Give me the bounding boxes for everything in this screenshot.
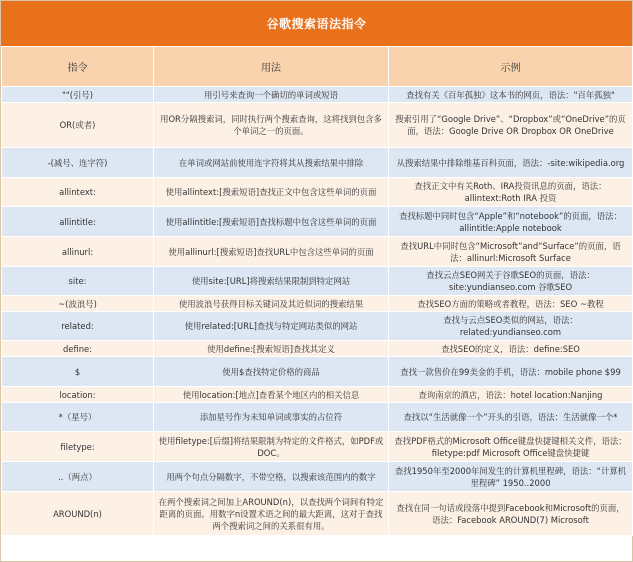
example-cell: 查找与云点SEO类似的网站，语法：related:yundianseo.com xyxy=(389,312,633,341)
example-cell: 查找URL中同时包含“Microsoft”and“Surface”的页面，语法：allinurl:Microsoft Surface xyxy=(389,237,633,267)
table-row xyxy=(2,103,633,148)
table-row xyxy=(2,312,633,341)
command-table xyxy=(1,46,633,536)
usage-cell: 使用location:[地点]查看某个地区内的相关信息 xyxy=(154,387,389,403)
command-cell: allintext: xyxy=(2,178,154,207)
usage-cell: 使用波浪号获得目标关键词及其近似词的搜索结果 xyxy=(154,296,389,312)
example-cell: 查找标题中同时包含“Apple”和“notebook”的页面，语法：allintitle:Apple notebook xyxy=(389,207,633,237)
example-cell: 查找在同一句话或段落中提到Facebook和Microsoft的页面，语法：Facebook AROUND(7) Microsoft xyxy=(389,492,633,536)
usage-cell: 使用allintitle:[搜索短语]查找标题中包含这些单词的页面 xyxy=(154,207,389,237)
command-cell: filetype: xyxy=(2,432,154,462)
example-cell: 从搜索结果中排除维基百科页面，语法：-site:wikipedia.org xyxy=(389,148,633,178)
header-command: 指令 xyxy=(2,47,154,87)
table-row xyxy=(2,432,633,462)
command-cell: allintitle: xyxy=(2,207,154,237)
usage-cell: 在单词或网站前使用连字符将其从搜索结果中排除 xyxy=(154,148,389,178)
usage-cell: 使用related:[URL]查找与特定网站类似的网站 xyxy=(154,312,389,341)
usage-cell: 使用site:[URL]将搜索结果限制到特定网站 xyxy=(154,267,389,296)
table-row xyxy=(2,267,633,296)
table-row xyxy=(2,357,633,387)
table-row xyxy=(2,207,633,237)
usage-cell: 使用define:[搜索短语]查找其定义 xyxy=(154,341,389,357)
command-cell: -(减号、连字符) xyxy=(2,148,154,178)
table-row xyxy=(2,148,633,178)
example-cell: 查找1950年至2000年间发生的计算机里程碑，语法：“计算机里程碑” 1950..2000 xyxy=(389,462,633,492)
command-cell: AROUND(n) xyxy=(2,492,154,536)
usage-cell: 使用allinurl:[搜索短语]查找URL中包含这些单词的页面 xyxy=(154,237,389,267)
usage-cell: 在两个搜索词之间加上AROUND(n)，以查找两个词间有特定距离的页面。用数字n设置术语之间的最大距离，这对于查找两个搜索词之间的关系很有用。 xyxy=(154,492,389,536)
header-usage: 用法 xyxy=(154,47,389,87)
example-cell: 查找云点SEO网关于谷歌SEO的页面，语法：site:yundianseo.com 谷歌SEO xyxy=(389,267,633,296)
usage-cell: 使用allintext:[搜索短语]查找正文中包含这些单词的页面 xyxy=(154,178,389,207)
table-row xyxy=(2,462,633,492)
command-cell: OR(或者) xyxy=(2,103,154,148)
command-cell: define: xyxy=(2,341,154,357)
usage-cell: 添加星号作为未知单词或事实的占位符 xyxy=(154,403,389,432)
table-row xyxy=(2,492,633,536)
table-row xyxy=(2,237,633,267)
example-cell: 查找一款售价在99美金的手机，语法：mobile phone $99 xyxy=(389,357,633,387)
table-title: 谷歌搜索语法指令 xyxy=(1,1,632,46)
command-cell: ""(引号) xyxy=(2,87,154,103)
table-row xyxy=(2,341,633,357)
table-row xyxy=(2,387,633,403)
header-example: 示例 xyxy=(389,47,633,87)
usage-cell: 用OR分隔搜索词，同时执行两个搜索查询，这将找到包含多个单词之一的页面。 xyxy=(154,103,389,148)
example-cell: 查找SEO方面的策略或者教程，语法：SEO ~教程 xyxy=(389,296,633,312)
example-cell: 查找以“生活就像一个”开头的引语，语法：生活就像一个* xyxy=(389,403,633,432)
table-row xyxy=(2,178,633,207)
command-cell: ~(波浪号) xyxy=(2,296,154,312)
command-cell: ..（两点） xyxy=(2,462,154,492)
usage-cell: 用两个句点分隔数字，不带空格，以搜索该范围内的数字 xyxy=(154,462,389,492)
usage-cell: 使用filetype:[后缀]将结果限制为特定的文件格式，如PDF或DOC。 xyxy=(154,432,389,462)
table-row xyxy=(2,87,633,103)
command-cell: location: xyxy=(2,387,154,403)
example-cell: 查找正文中有关Roth、IRA投资讯息的页面，语法：allintext:Roth IRA 投资 xyxy=(389,178,633,207)
example-cell: 搜索引用了“Google Drive”、“Dropbox”或“OneDrive”的页面，语法：Google Drive OR Dropbox OR OneDrive xyxy=(389,103,633,148)
command-cell: allinurl: xyxy=(2,237,154,267)
usage-cell: 使用$查找特定价格的商品 xyxy=(154,357,389,387)
table-row xyxy=(2,403,633,432)
command-cell: site: xyxy=(2,267,154,296)
usage-cell: 用引号来查询一个确切的单词或短语 xyxy=(154,87,389,103)
command-cell: related: xyxy=(2,312,154,341)
command-cell: $ xyxy=(2,357,154,387)
example-cell: 查询南京的酒店，语法：hotel location:Nanjing xyxy=(389,387,633,403)
header-row xyxy=(2,47,633,87)
example-cell: 查找PDF格式的Microsoft Office键盘快捷键相关文件，语法：filetype:pdf Microsoft Office键盘快捷键 xyxy=(389,432,633,462)
example-cell: 查找SEO的定义，语法：define:SEO xyxy=(389,341,633,357)
example-cell: 查找有关《百年孤独》这本书的网页，语法："百年孤独" xyxy=(389,87,633,103)
table-row xyxy=(2,296,633,312)
command-cell: *（星号） xyxy=(2,403,154,432)
